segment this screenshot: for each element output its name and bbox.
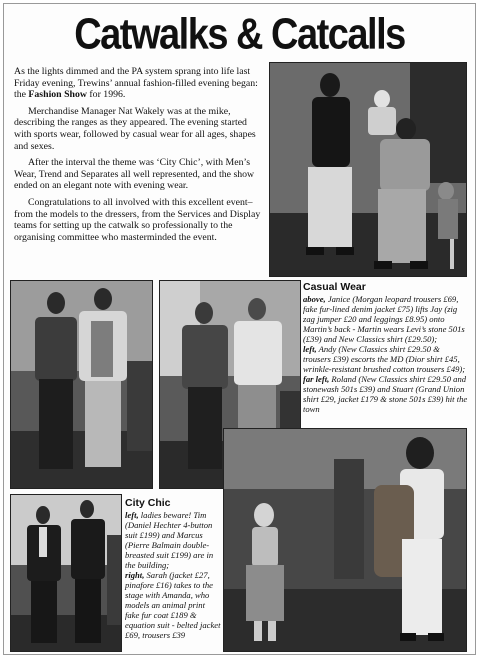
caption-above: above, Janice (Morgan leopard trousers £69, fake fur-lined denim jacket £75) lifts Jay (zig zag jumper £20 and leggings £8.95) onto Martin’s back - Martin wears Levi’s stone 501s (£39) and New Classics shirt (£29.50);: [303, 294, 465, 344]
caption-city-left: left, ladies beware! Tim (Daniel Hechter 4-button suit £199) and Marcus (Pierre Balmain double-breasted suit £199) are in the building;: [125, 510, 214, 570]
caption-left: left, Andy (New Classics shirt £29.50 & trousers £39) escorts the MD (Dior shirt £45, wrinkle-resistant brushed cotton trousers £49);: [303, 344, 466, 374]
intro-paragraph-3: After the interval the theme was ‘City Chic’, with Men’s Wear, Trend and Separates all well represented, and the show ended on an elegant note with evening wear.: [14, 157, 255, 192]
intro-text: [14, 66, 266, 248]
city-chic-heading: City Chic: [125, 497, 171, 509]
caption-city-right: right, Sarah (jacket £27, pinafore £16) takes to the stage with Amanda, who models an animal print fake fur coat £189 & equation suit - belted jacket £69, trousers £39: [125, 570, 221, 640]
magazine-page: [3, 3, 476, 655]
photo-roland-and-stuart: [10, 280, 153, 489]
intro-paragraph-2: Merchandise Manager Nat Wakely was at the mike, describing the ranges as they appeared. The evening started with sports wear, followed by casual wear for all ages, shapes and sexes.: [14, 105, 256, 152]
photo-janice-lifts-jay: [269, 62, 467, 277]
casual-wear-caption: [303, 282, 468, 414]
article-title: Catwalks & Catcalls: [74, 10, 405, 60]
fashion-show-bold: Fashion Show: [28, 89, 87, 101]
photo-sarah-and-amanda: [223, 428, 467, 652]
photo-tim-and-marcus: [10, 494, 122, 652]
casual-wear-heading: Casual Wear: [303, 281, 366, 293]
intro-paragraph-1: As the lights dimmed and the PA system sprang into life last Friday evening, Trewins’ annual fashion-filled evening began: the Fashion Show for 1996.: [14, 66, 258, 101]
city-chic-caption: [125, 498, 221, 640]
caption-far-left: far left, Roland (New Classics shirt £29.50 and stonewash 501s £39) and Stuart (Grand Union shirt £29, jacket £179 & stone 501s £39) hit the town: [303, 374, 468, 414]
intro-paragraph-4: Congratulations to all involved with this excellent event–from the models to the dressers, from the Services and Display teams for setting up the catwalk so professionally to the organising committee who masterminded the event.: [14, 196, 261, 243]
